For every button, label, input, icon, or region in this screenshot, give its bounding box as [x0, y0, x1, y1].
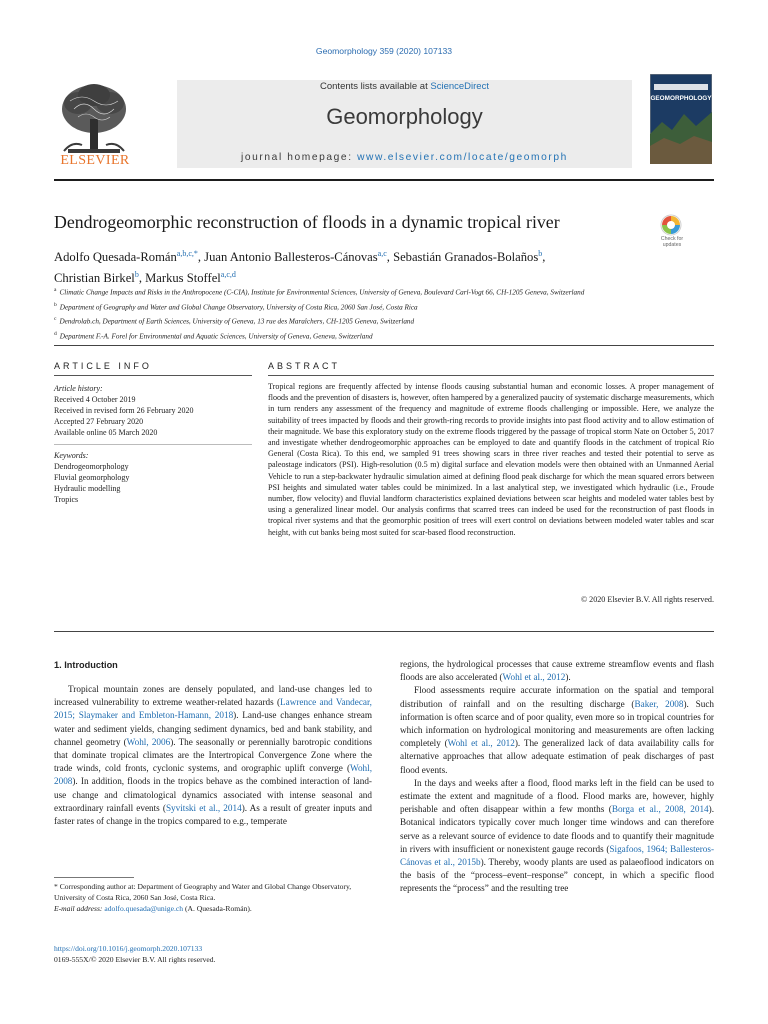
contents-line	[177, 81, 632, 92]
paper-title: Dendrogeomorphic reconstruction of floods in a dynamic tropical river	[54, 212, 560, 232]
paragraph-text: ). Such information is often scarce and of poor quality, even more so in tropical countries for which information on hydrological monitoring and measurements are often lacking completely (	[400, 698, 714, 749]
paragraph	[400, 658, 714, 684]
abstract-heading: ABSTRACT	[268, 361, 341, 371]
keywords	[54, 450, 252, 505]
body-column-left	[54, 683, 372, 828]
abstract-text: Tropical regions are frequently affected by intense floods causing substantial human and economic losses. A proper management of floods and the prevention of disasters is, however, often hampered by a generalized paucity of systematic discharge measurements, which in turn renders any assessment of the frequency and magnitude of extreme floods challenging or impossible. Here, we analyze the suitability of trees impacted by floods and their growth-ring records to provide insights into past flood activity and to allow estimation of their magnitude. We base this exploratory study on the extreme floods triggered by the passage of tropical storm Nate on October 5, 2017 and investigate whether dendrogeomorphic approaches can be employed to date and quantify floods in the catchment of tropical Río General (Costa Rica). To this end, we sampled 91 trees showing scars in three river reaches and tested their potential to serve as paleostage indicators (PSI). High-resolution (0.5 m) digital surface and elevation models were then obtained with an Unmanned Aerial Vehicle to run a step-backwater hydraulic simulation aimed at defining flood peak discharge for which the mean squared errors between PSI heights and simulated water tables could be minimized. In a last analytical step, we investigated which hydraulic (i.e., Froude number, flow velocity) and fluvial landform characteristics explained deviations between scar heights and modeled water tables best by using a generalized linear model. Our analysis confirms that scarred trees can indeed be used for the reconstruction of past floods in tropical river systems and that the geomorphic position of trees will exert control on deviations between modeled water tables and scar height, with cut banks being most suited for scar-based flood reconstruction.	[268, 382, 714, 537]
article-info-heading: ARTICLE INFO	[54, 361, 152, 371]
sciencedirect-link[interactable]: ScienceDirect	[430, 81, 489, 92]
keyword[interactable]: Hydraulic modelling	[54, 484, 121, 493]
paragraph-text: ). The generalized lack of data availability calls for alternative approaches that allow adequate estimation of peak discharges of past flood events.	[400, 738, 714, 775]
paragraph-text: ). Botanical indicators typically cover much longer time windows and can therefore serve as a relevant source of evidence to date floods and to quantify their magnitude in rivers with insufficient or nonexistent gauge records (	[400, 804, 714, 854]
affiliation-b: $^b$ Department of Geography and Water and Global Change Observatory, University of Costa Rica, 2060 San José, Costa Rica	[54, 301, 418, 311]
author-2[interactable]: Juan Antonio Ballesteros-Cánovas$^{a,c}$	[204, 249, 387, 265]
citation-link[interactable]: Syvitski et al., 2014	[165, 802, 242, 813]
author-1[interactable]: Adolfo Quesada-Román$^{a,b,c,*}$	[54, 249, 198, 265]
paragraph-text: In the days and weeks after a flood, flood marks left in the field can be used to estimate the extent and magnitude of a flood. Flood marks are, however, highly perishable and often disappear within a few months (	[400, 777, 714, 815]
paragraph-text: regions, the hydrological processes that cause extreme streamflow events and flash floods are also accelerated (	[400, 659, 714, 683]
badge-line-2: updates	[662, 242, 682, 248]
paragraph-text: Tropical mountain zones are densely populated, and land-use changes led to increased vulnerability to extreme weather-related hazards (	[54, 684, 372, 708]
keyword[interactable]: Dendrogeomorphology	[54, 462, 129, 471]
citation-link[interactable]: Borga et al., 2008, 2014	[611, 804, 709, 815]
keyword[interactable]: Tropics	[54, 495, 79, 504]
footnote-rule	[54, 877, 134, 878]
article-info-rule	[54, 375, 252, 376]
paragraph-text: ). As a result of greater inputs and faster rates of change in the tropics compared to e.g., temperate	[54, 802, 373, 827]
citation-link[interactable]: Wohl, 2008	[54, 763, 372, 787]
paragraph-text: ). The seasonally or perennially barotropic conditions that dominate tropical climates are the Intertropical Convergence Zone where the trade winds, cold fronts, cyclonic systems, and orographic uplift converge (	[54, 736, 372, 774]
paragraph-text: ). Thereby, woody plants are used as palaeoflood indicators on the basis of the “process–event–response” concept, in which a specific flood represents the “process” and the resulting tree	[400, 857, 714, 894]
body-divider	[54, 631, 714, 632]
doi-link[interactable]: https://doi.org/10.1016/j.geomorph.2020.107133	[54, 944, 203, 953]
history-revised: Received in revised form 26 February 2020	[54, 406, 194, 415]
journal-title: Geomorphology	[326, 104, 483, 129]
cover-title: GEOMORPHOLOGY	[650, 95, 712, 102]
masthead-rule	[54, 179, 714, 181]
journal-cover-art	[650, 74, 712, 164]
article-info-separator	[54, 444, 252, 445]
section-heading-introduction: 1. Introduction	[54, 660, 118, 670]
footnote-email: E-mail address: adolfo.quesada@unige.ch (A. Quesada-Román).	[54, 904, 252, 913]
history-accepted: Accepted 27 February 2020	[54, 417, 144, 426]
author-list: Adolfo Quesada-Román$^{a,b,c,*}$, Juan Antonio Ballesteros-Cánovas$^{a,c}$, Sebastián Granados-Bolaños$^b$, Christian Birkel$^b$, Markus Stoffel$^{a,c,d}$	[54, 249, 546, 286]
abstract-rule	[268, 375, 714, 376]
paragraph	[54, 683, 372, 828]
author-4[interactable]: Christian Birkel$^b$	[54, 270, 139, 286]
contents-prefix: Contents lists available at	[320, 81, 431, 92]
history-received: Received 4 October 2019	[54, 395, 136, 404]
keywords-label: Keywords:	[54, 451, 89, 460]
paragraph-text: Flood assessments require accurate information on the spatial and temporal distribution of rainfall and on the resulting discharge (	[400, 685, 714, 709]
paragraph	[400, 777, 714, 896]
article-history-label: Article history:	[54, 384, 103, 393]
citation-link[interactable]: Wohl, 2006	[126, 736, 171, 747]
email-link[interactable]: adolfo.quesada@unige.ch	[104, 904, 184, 913]
journal-homepage	[177, 152, 632, 163]
journal-cover-image[interactable]	[650, 74, 712, 164]
body-column-right	[400, 658, 714, 896]
footnote-corresponding: * Corresponding author at: Department of Geography and Water and Global Change Observatory, University of Costa Rica, 2060 San José, Costa Rica.	[54, 882, 352, 902]
issn-line: 0169-555X/© 2020 Elsevier B.V. All rights reserved.	[54, 955, 216, 964]
history-online: Available online 05 March 2020	[54, 428, 158, 437]
author-3[interactable]: Sebastián Granados-Bolaños$^b$	[393, 249, 543, 265]
affiliation-d: $^d$ Department F.-A. Forel for Environmental and Aquatic Sciences, University of Geneva, Geneva, Switzerland	[54, 330, 373, 341]
corresponding-author-footnote	[54, 881, 372, 914]
affiliation-c: $^c$ Dendrolab.ch, Department of Earth Sciences, University of Geneva, 13 rue des Maraîchers, CH-1205 Geneva, Switzerland	[54, 316, 415, 326]
header-divider	[54, 345, 714, 346]
citation-link[interactable]: Sigafoos, 1964; Ballesteros-Cánovas et al., 2015b	[400, 843, 715, 868]
citation-link[interactable]: Wohl et al., 2012	[502, 672, 566, 683]
elsevier-wordmark: ELSEVIER	[60, 153, 130, 168]
citation-link[interactable]: Baker, 2008	[634, 698, 684, 709]
paragraph-text: ). Land-use changes enhance stream water and sediment yields, changing sediment dynamics, bed and bank stability, and channel geometry (	[54, 710, 372, 747]
homepage-link[interactable]: www.elsevier.com/locate/geomorph	[357, 152, 568, 163]
author-5[interactable]: Markus Stoffel$^{a,c,d}$	[145, 270, 236, 286]
citation-link[interactable]: Lawrence and Vandecar, 2015; Slaymaker and Embleton-Hamann, 2018	[54, 697, 372, 721]
paragraph-text: ).	[565, 672, 571, 683]
paragraph	[400, 684, 714, 776]
badge-line-1: Check for	[660, 236, 684, 242]
homepage-prefix: journal homepage:	[241, 152, 358, 163]
affiliations	[54, 284, 714, 342]
affiliation-a: $^a$ Climatic Change Impacts and Risks in the Anthropocene (C-CIA), Institute for Environmental Sciences, University of Geneva, Boulevard Carl-Vogt 66, CH-1205 Geneva, Switzerland	[54, 287, 585, 297]
paragraph-text: ). In addition, floods in the tropics behave as the combined interaction of land-use change and climatological dynamics associated with intense seasonal and extraordinary rainfall events (	[54, 776, 372, 813]
journal-reference[interactable]: Geomorphology 359 (2020) 107133	[315, 46, 453, 56]
keyword[interactable]: Fluvial geomorphology	[54, 473, 130, 482]
article-history	[54, 383, 252, 438]
citation-link[interactable]: Wohl et al., 2012	[447, 738, 515, 749]
abstract-copyright: © 2020 Elsevier B.V. All rights reserved.	[580, 595, 714, 604]
doi-block	[54, 943, 216, 965]
